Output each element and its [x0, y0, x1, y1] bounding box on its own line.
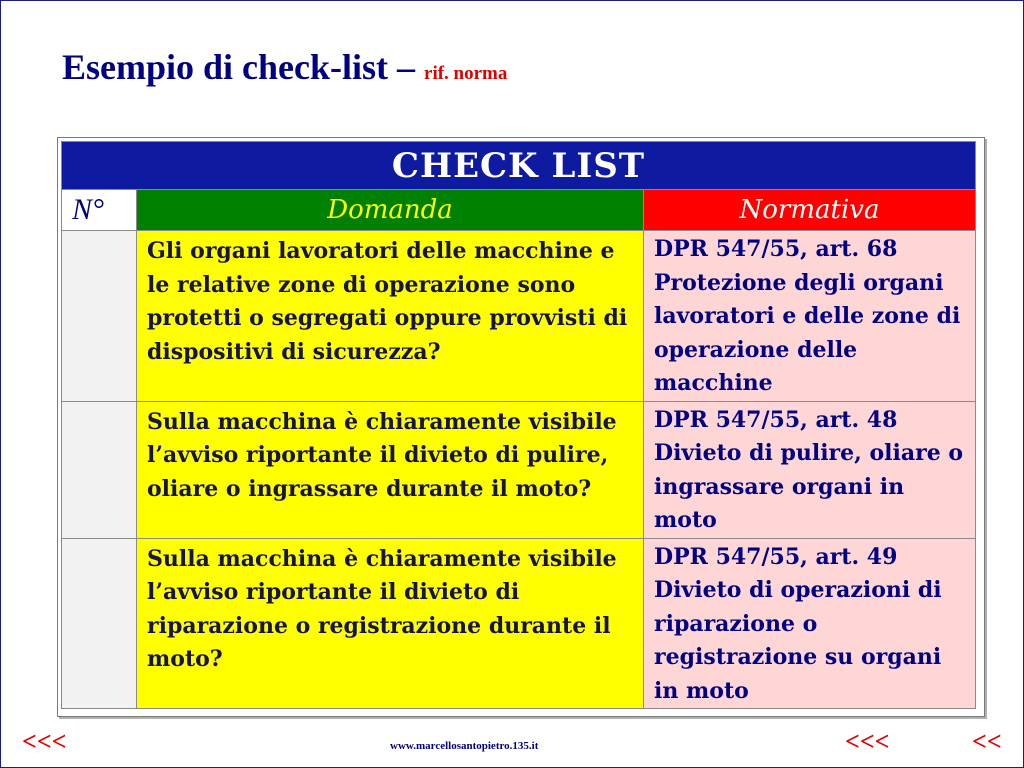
- norm-reference: DPR 547/55, art. 68: [654, 236, 898, 262]
- row-number: [62, 401, 137, 538]
- checklist-header: CHECK LIST: [62, 142, 976, 190]
- table-row: [62, 231, 976, 402]
- row-number: [62, 538, 137, 709]
- column-header-norm: Normativa: [644, 190, 976, 231]
- nav-back-first-link[interactable]: <<<: [22, 727, 67, 756]
- row-norm: [644, 538, 976, 709]
- row-question: Gli organi lavoratori delle macchine e le relative zone di operazione sono protetti o segregati oppure provvisti di dispositivi di sicurezza?: [137, 231, 644, 402]
- slide-title: [62, 46, 507, 88]
- checklist-table-frame: [57, 137, 985, 717]
- column-header-question: Domanda: [137, 190, 644, 231]
- column-header-row: [62, 190, 976, 231]
- checklist-table: [61, 141, 976, 709]
- row-norm: [644, 401, 976, 538]
- row-norm: [644, 231, 976, 402]
- norm-reference: DPR 547/55, art. 48: [654, 406, 898, 433]
- table-row: [62, 401, 976, 538]
- nav-back-link[interactable]: <<<: [845, 727, 890, 756]
- footer-url-link[interactable]: www.marcellosantopietro.135.it: [390, 740, 539, 752]
- nav-prev-link[interactable]: <<: [972, 727, 1002, 756]
- norm-reference: DPR 547/55, art. 49: [654, 543, 898, 570]
- norm-description: Divieto di operazioni di riparazione o registrazione su organi in moto: [654, 577, 942, 704]
- title-main: Esempio di check-list –: [62, 47, 416, 87]
- norm-description: Protezione degli organi lavoratori e delle zone di operazione delle macchine: [654, 269, 961, 396]
- norm-description: Divieto di pulire, oliare o ingrassare organi in moto: [654, 440, 964, 533]
- row-question: Sulla macchina è chiaramente visibile l’avviso riportante il divieto di pulire, oliare o ingrassare durante il moto?: [137, 401, 644, 538]
- row-number: [62, 231, 137, 402]
- table-row: [62, 538, 976, 709]
- row-question: Sulla macchina è chiaramente visibile l’avviso riportante il divieto di riparazione o registrazione durante il moto?: [137, 538, 644, 709]
- column-header-number: N°: [62, 190, 137, 231]
- table-header-row: [62, 142, 976, 190]
- title-reference: rif. norma: [424, 63, 508, 84]
